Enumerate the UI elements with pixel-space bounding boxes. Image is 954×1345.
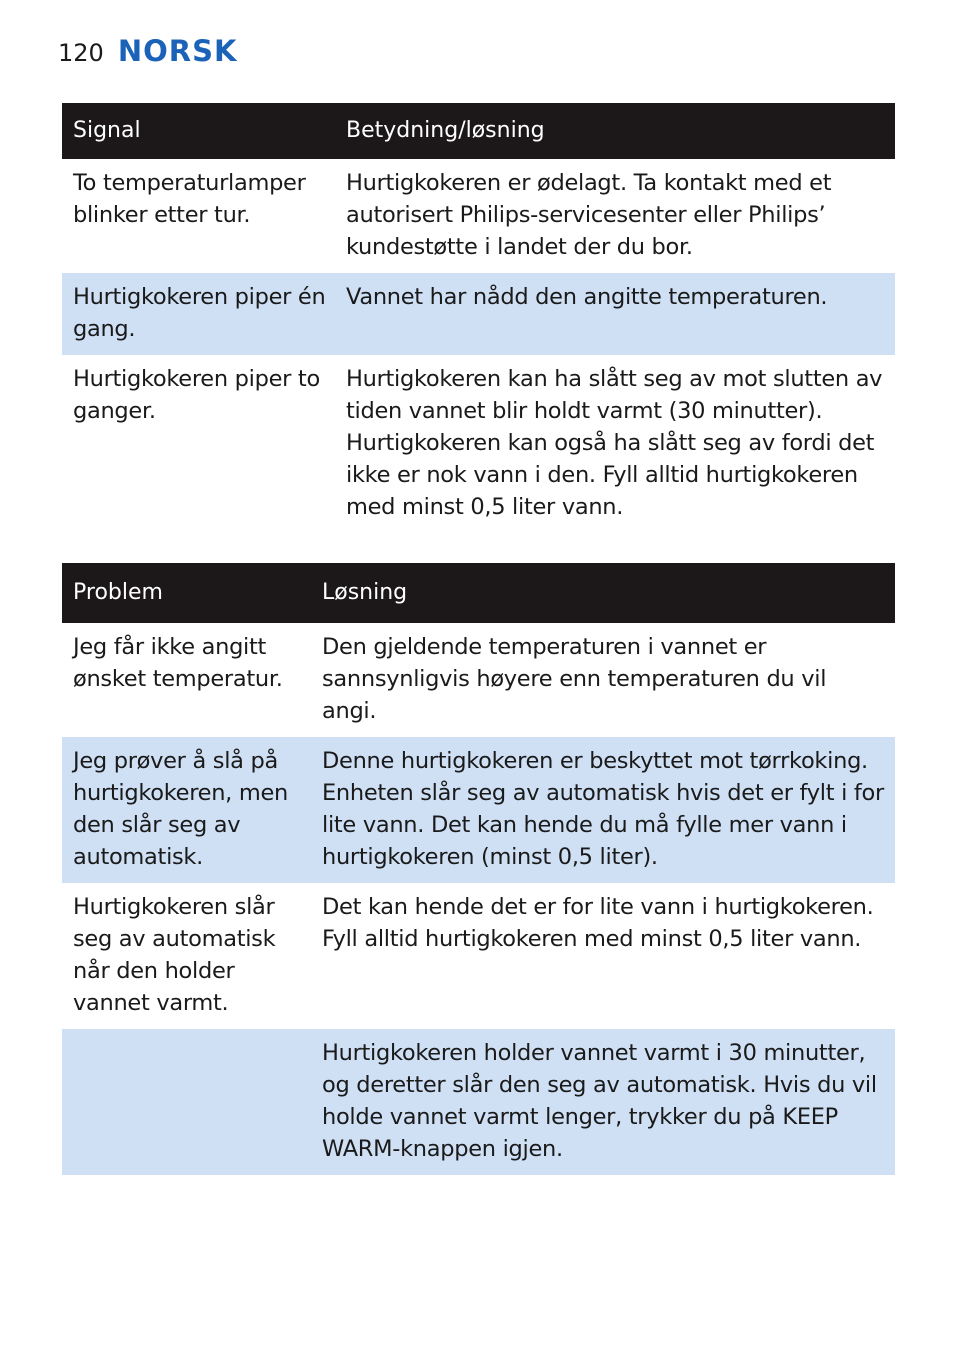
signal-cell: Hurtigkokeren piper én gang. xyxy=(62,273,335,355)
table-row xyxy=(62,273,895,355)
column-header-signal: Signal xyxy=(62,103,335,159)
meaning-cell: Hurtigkokeren er ødelagt. Ta kontakt med et autorisert Philips-servicesenter eller Philips’ kundestøtte i landet der du bor. xyxy=(346,170,832,260)
problem-cell: Hurtigkokeren slår seg av automatisk når den holder vannet varmt. xyxy=(73,894,276,1016)
signal-table xyxy=(62,103,895,533)
signal-cell: To temperaturlamper blinker etter tur. xyxy=(73,170,306,228)
problem-table xyxy=(62,563,895,1175)
column-header-problem: Problem xyxy=(62,563,311,623)
problem-cell xyxy=(62,1029,311,1175)
table-header-row xyxy=(62,563,895,623)
table-header-row xyxy=(62,103,895,159)
solution-cell: Det kan hende det er for lite vann i hurtigkokeren. Fyll alltid hurtigkokeren med minst 0,5 liter vann. xyxy=(322,894,874,952)
table-row xyxy=(62,159,895,273)
meaning-cell: Vannet har nådd den angitte temperaturen. xyxy=(335,273,895,355)
section-title: NORSK xyxy=(117,34,238,68)
column-header-meaning: Betydning/løsning xyxy=(335,103,895,159)
column-header-solution: Løsning xyxy=(311,563,895,623)
page-number: 120 xyxy=(58,39,104,67)
table-row xyxy=(62,355,895,533)
table-row xyxy=(62,883,895,1029)
problem-cell: Jeg prøver å slå på hurtigkokeren, men den slår seg av automatisk. xyxy=(62,737,311,883)
signal-cell: Hurtigkokeren piper to ganger. xyxy=(73,366,320,424)
page-header xyxy=(58,34,237,68)
table-row xyxy=(62,1029,895,1175)
meaning-cell: Hurtigkokeren kan ha slått seg av mot slutten av tiden vannet blir holdt varmt (30 minutter). Hurtigkokeren kan også ha slått seg av fordi det ikke er nok vann i den. Fyll alltid hurtigkokeren med minst 0,5 liter vann. xyxy=(346,366,883,520)
solution-cell: Denne hurtigkokeren er beskyttet mot tørrkoking. Enheten slår seg av automatisk hvis det er fylt i for lite vann. Det kan hende du må fylle mer vann i hurtigkokeren (minst 0,5 liter). xyxy=(311,737,895,883)
solution-cell: Den gjeldende temperaturen i vannet er sannsynligvis høyere enn temperaturen du vil angi. xyxy=(322,634,827,724)
table-row xyxy=(62,623,895,737)
solution-cell: Hurtigkokeren holder vannet varmt i 30 minutter, og deretter slår den seg av automatisk. Hvis du vil holde vannet varmt lenger, trykker du på KEEP WARM-knappen igjen. xyxy=(311,1029,895,1175)
problem-cell: Jeg får ikke angitt ønsket temperatur. xyxy=(73,634,283,692)
table-row xyxy=(62,737,895,883)
